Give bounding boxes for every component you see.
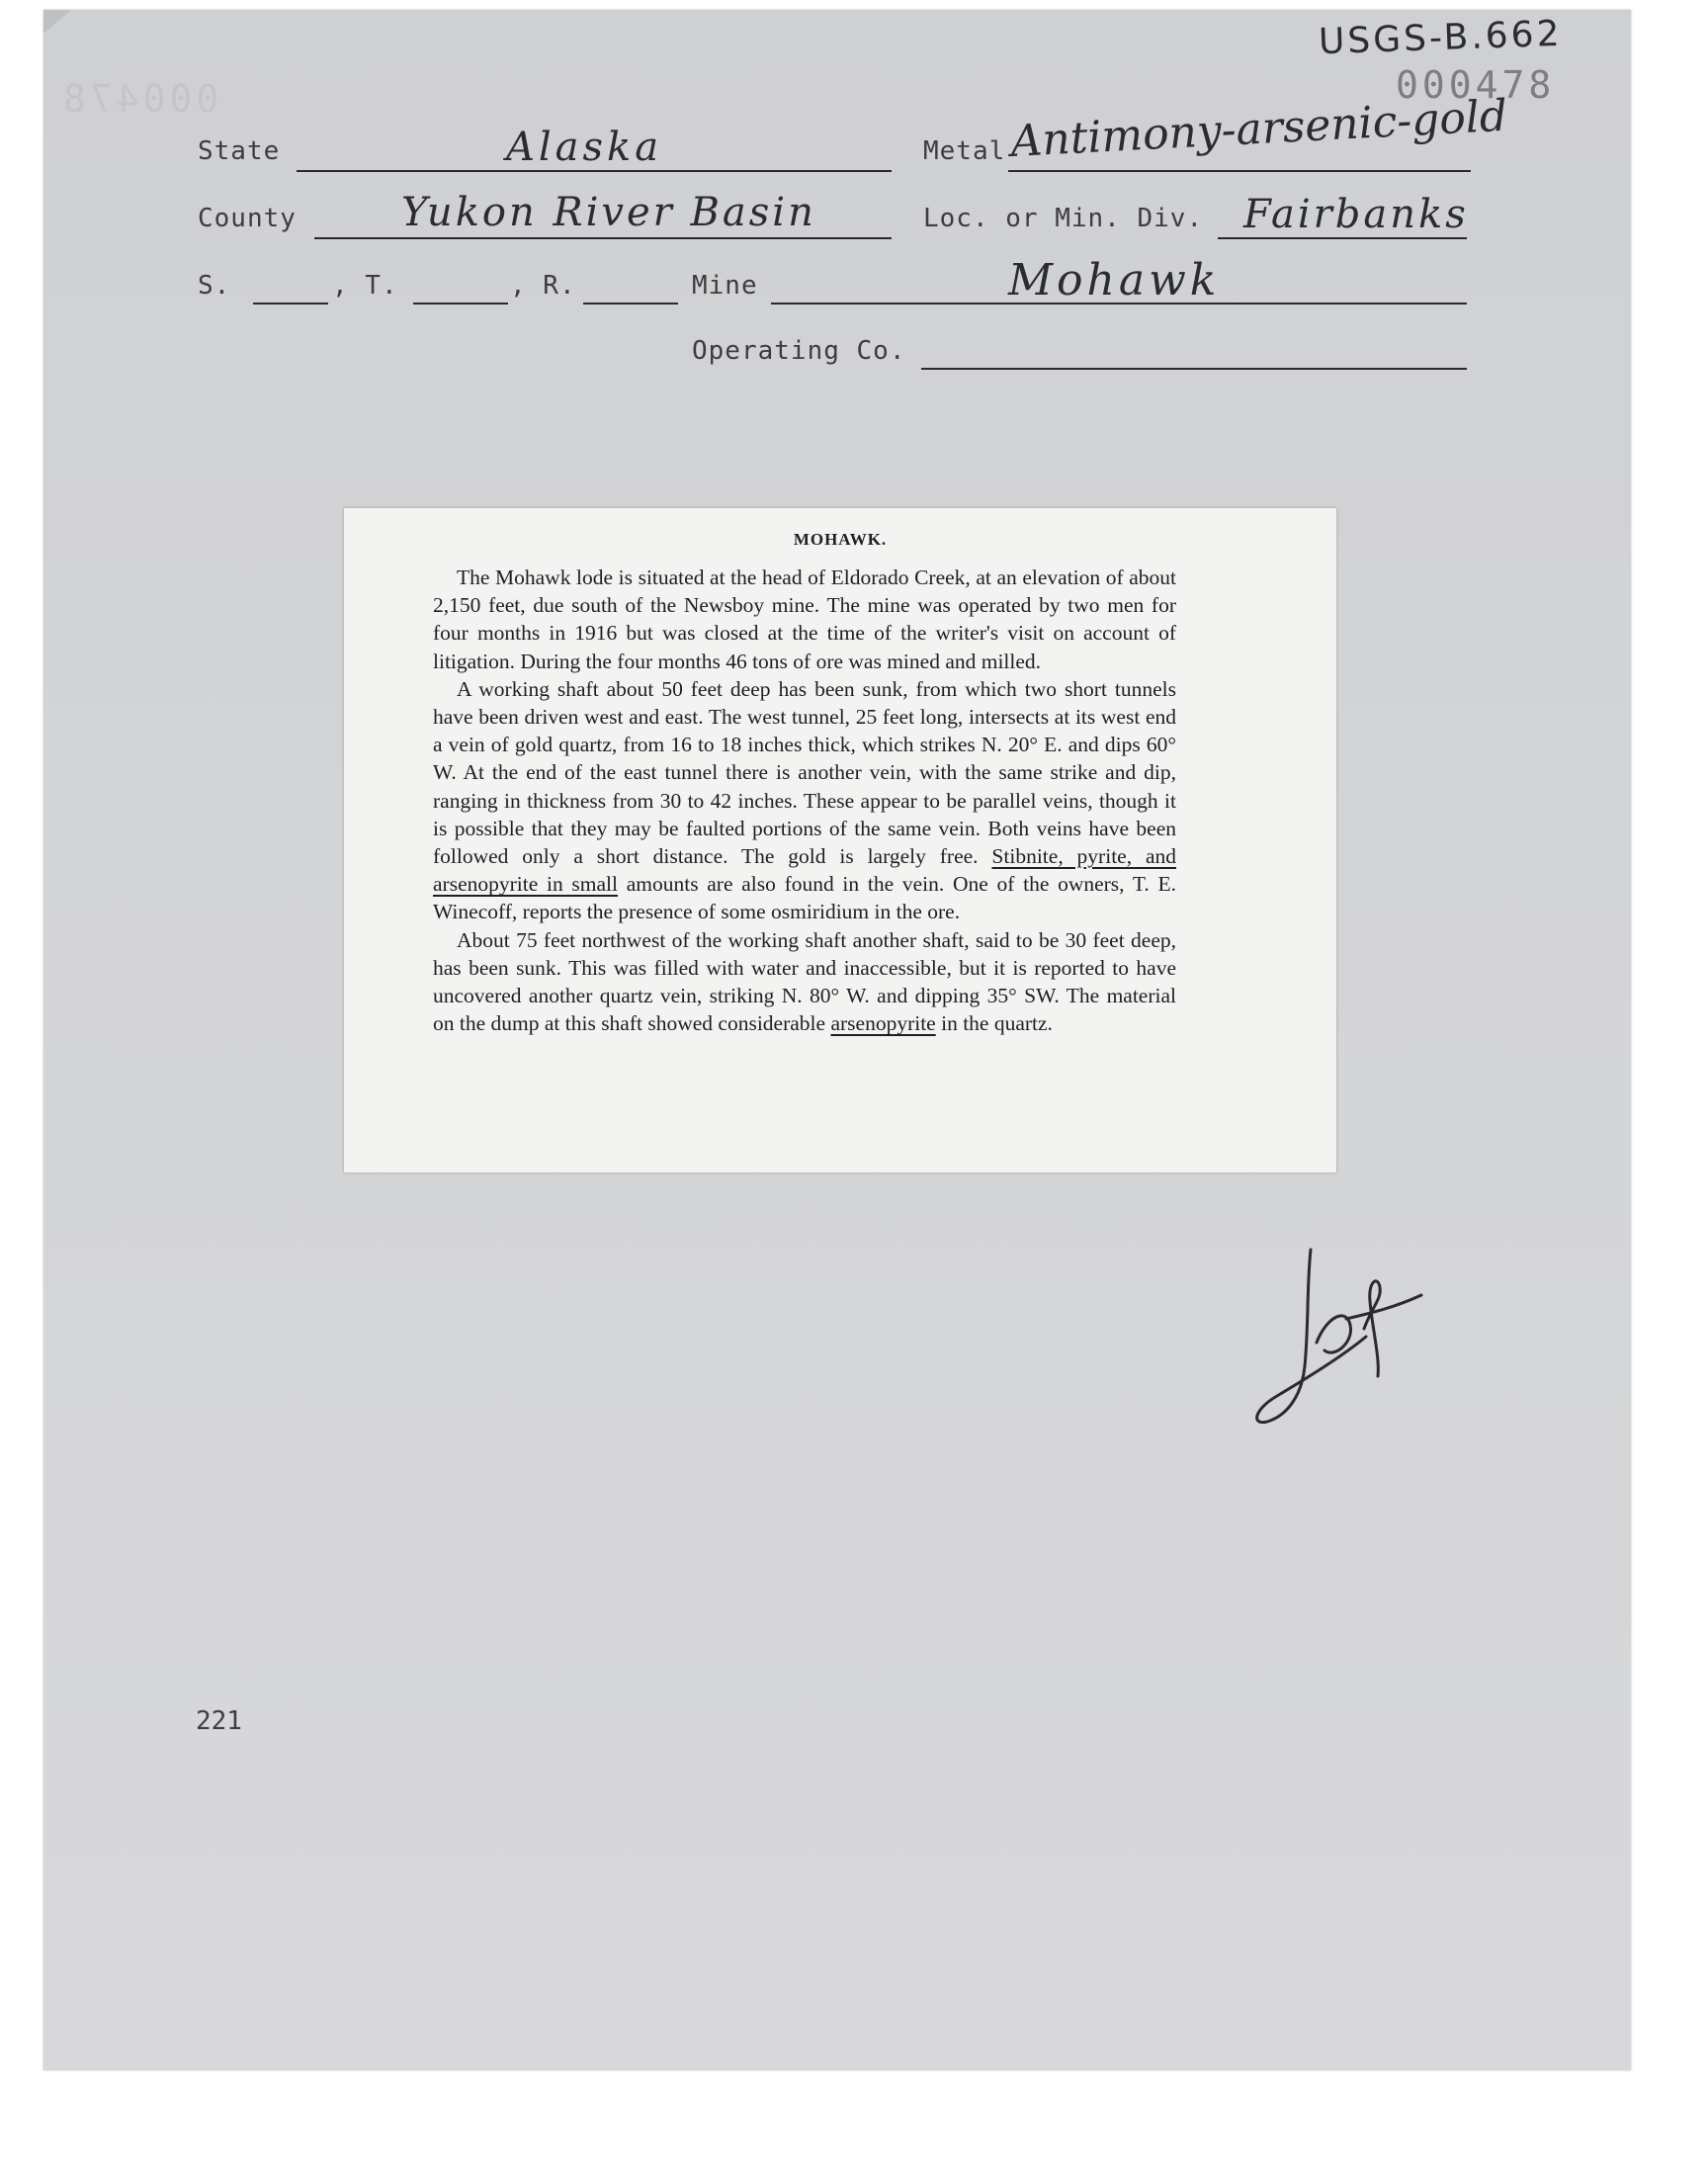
range-label: , R. bbox=[510, 271, 576, 301]
operating-co-label: Operating Co. bbox=[692, 336, 906, 366]
mine-label: Mine bbox=[692, 271, 758, 301]
loc-label: Loc. or Min. Div. bbox=[923, 204, 1204, 233]
township-label: , T. bbox=[332, 271, 398, 301]
range-line bbox=[583, 303, 678, 304]
clipping-paragraph-3 bbox=[433, 926, 1176, 1038]
state-value: Alaska bbox=[506, 125, 663, 170]
metal-label: Metal bbox=[923, 136, 1006, 166]
clipping-paragraph-1: The Mohawk lode is situated at the head of Eldorado Creek, at an elevation of about 2,150 feet, due south of the Newsboy mine. The mine was operated by two men for four months in 1916 but was closed at the time of the writer's visit on account of litigation. During the four months 46 tons of ore was mined and milled. bbox=[433, 566, 1176, 673]
reference-note: USGS-B.662 bbox=[1318, 13, 1564, 63]
record-stamp-number: 000478 bbox=[1396, 63, 1556, 107]
paragraph-2-text-b: amounts are also found in the vein. One of the owners, T. E. Winecoff, reports the presence of some osmiridium in the ore. bbox=[433, 872, 1176, 924]
operating-co-line bbox=[921, 368, 1467, 370]
state-label: State bbox=[198, 136, 281, 166]
underlined-arsenopyrite: arsenopyrite bbox=[830, 1011, 936, 1036]
clipping-body bbox=[433, 564, 1176, 1037]
metal-line bbox=[1008, 170, 1471, 172]
metal-value: Antimony-arsenic-gold bbox=[1009, 90, 1509, 167]
underlined-minerals: Stibnite, pyrite, and arsenopyrite in small bbox=[433, 844, 1176, 897]
paragraph-3-text-a: About 75 feet northwest of the working shaft another shaft, said to be 30 feet deep, has been sunk. This was filled with water and inaccessible, but it is reported to have uncovered another quartz vein, striking N. 80° W. and dipping 35° SW. The material on the dump at this shaft showed considerable bbox=[433, 927, 1176, 1036]
loc-line bbox=[1218, 237, 1467, 239]
text-clipping bbox=[344, 508, 1336, 1173]
section-label: S. bbox=[198, 271, 231, 301]
county-value: Yukon River Basin bbox=[401, 190, 816, 235]
county-line bbox=[314, 237, 892, 239]
paragraph-2-text-a: A working shaft about 50 feet deep has been sunk, from which two short tunnels have been driven west and east. The west tunnel, 25 feet long, intersects at its west end a vein of gold quartz, from 16 to 18 inches thick, which strikes N. 20° E. and dips 60° W. At the end of the east tunnel there is another vein, with the same strike and dip, ranging in thickness from 30 to 42 inches. These appear to be parallel veins, though it is possible that they may be faulted portions of the same vein. Both veins have been followed only a short distance. The gold is largely free. bbox=[433, 676, 1176, 869]
township-line bbox=[413, 303, 508, 304]
section-line bbox=[253, 303, 328, 304]
clipping-paragraph-2 bbox=[433, 675, 1176, 926]
county-label: County bbox=[198, 204, 297, 233]
district-value: Fairbanks bbox=[1243, 192, 1469, 237]
handwritten-initials-signature bbox=[1247, 1248, 1425, 1428]
page-number: 221 bbox=[196, 1706, 242, 1736]
state-line bbox=[297, 170, 892, 172]
clipping-title: MOHAWK. bbox=[793, 530, 888, 549]
paragraph-3-text-b: in the quartz. bbox=[941, 1011, 1053, 1036]
bleed-through-stamp: 000478 bbox=[59, 77, 219, 121]
mine-value: Mohawk bbox=[1008, 255, 1221, 305]
